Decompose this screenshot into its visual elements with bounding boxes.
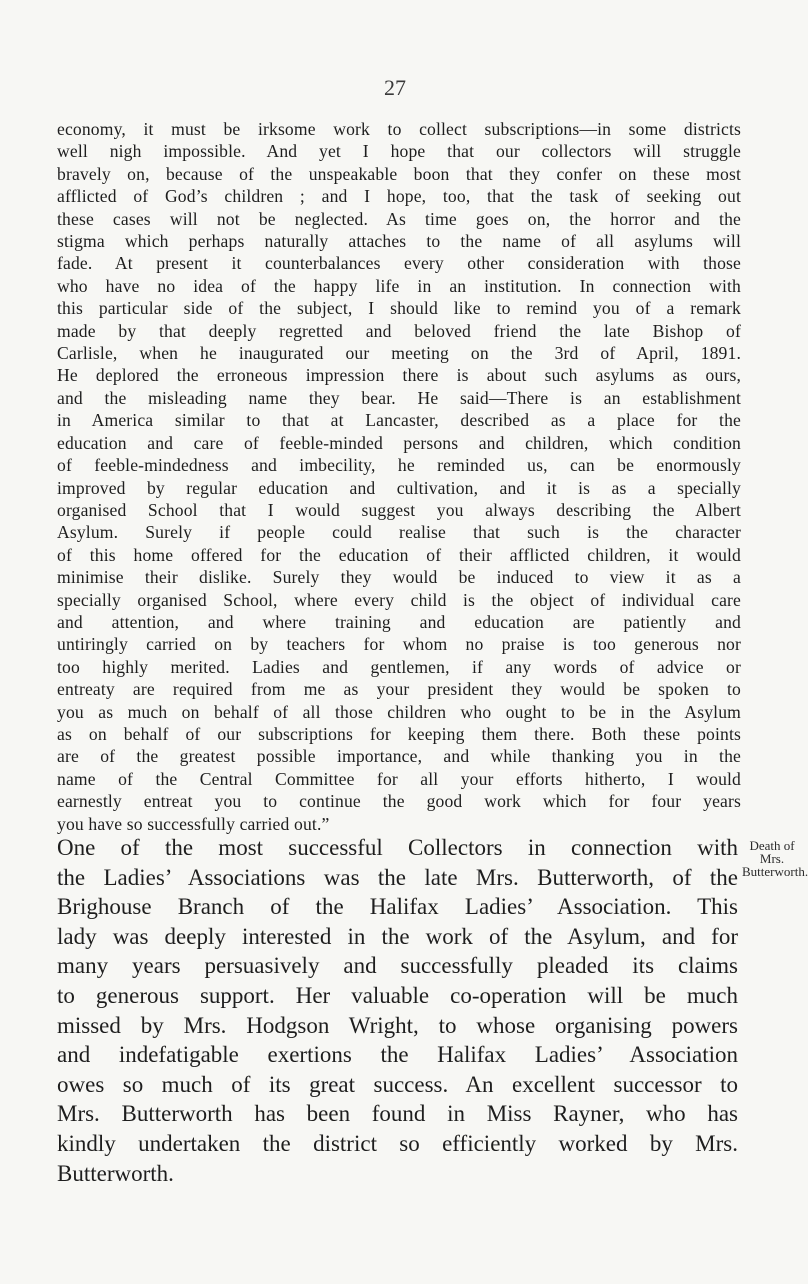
marginal-note-line: Mrs. <box>759 851 785 866</box>
quote-line: improved by regular education and cultivation, and it is as a specially <box>57 477 741 498</box>
quote-line: He deplored the erroneous impression there is about such asylums as ours, <box>57 365 741 386</box>
quote-line: and attention, and where training and education are patiently and <box>57 611 741 632</box>
quote-line: who have no idea of the happy life in an institution. In connection with <box>57 275 741 296</box>
quote-line: bravely on, because of the unspeakable boon that they confer on these most <box>57 163 741 184</box>
quote-line: made by that deeply regretted and beloved friend the late Bishop of <box>57 320 741 341</box>
quote-line: this particular side of the subject, I should like to remind you of a remark <box>57 298 741 319</box>
quote-line: earnestly entreat you to continue the good work which for four years <box>57 791 741 812</box>
quote-line: and the misleading name they bear. He said—There is an establishment <box>57 387 741 408</box>
main-paragraph <box>57 833 738 1188</box>
main-line: Butterworth. <box>57 1160 174 1186</box>
marginal-note-line: Butterworth. <box>742 864 808 879</box>
main-line: to generous support. Her valuable co-operation will be much <box>57 982 738 1008</box>
quote-line: organised School that I would suggest you always describing the Albert <box>57 499 741 520</box>
main-line: Mrs. Butterworth has been found in Miss Rayner, who has <box>57 1101 738 1127</box>
quote-line: you have so successfully carried out.” <box>57 813 330 834</box>
quote-line: minimise their dislike. Surely they would be induced to view it as a <box>57 567 741 588</box>
quote-line: specially organised School, where every child is the object of individual care <box>57 589 741 610</box>
main-line: kindly undertaken the district so efficiently worked by Mrs. <box>57 1130 738 1156</box>
quote-line: well nigh impossible. And yet I hope that our collectors will struggle <box>57 141 741 162</box>
quote-paragraph <box>57 118 741 835</box>
quote-line: economy, it must be irksome work to collect subscriptions—in some districts <box>57 119 741 139</box>
quote-line: these cases will not be neglected. As time goes on, the horror and the <box>57 208 741 229</box>
main-line: the Ladies’ Associations was the late Mrs. Butterworth, of the <box>57 864 738 890</box>
main-line: many years persuasively and successfully pleaded its claims <box>57 953 738 979</box>
main-line: Brighouse Branch of the Halifax Ladies’ Association. This <box>57 894 738 920</box>
quote-line: education and care of feeble-minded persons and children, which condition <box>57 432 741 453</box>
quote-line: afflicted of God’s children ; and I hope, too, that the task of seeking out <box>57 186 741 207</box>
quote-line: Asylum. Surely if people could realise that such is the character <box>57 522 741 543</box>
quote-line: stigma which perhaps naturally attaches to the name of all asylums will <box>57 231 741 252</box>
quote-line: Carlisle, when he inaugurated our meeting on the 3rd of April, 1891. <box>57 343 741 364</box>
quote-line: in America similar to that at Lancaster, described as a place for the <box>57 410 741 431</box>
quote-line: of this home offered for the education of their afflicted children, it would <box>57 544 741 565</box>
quote-line: are of the greatest possible importance, and while thanking you in the <box>57 746 741 767</box>
quote-line: untiringly carried on by teachers for whom no praise is too generous nor <box>57 634 741 655</box>
marginal-note-line: Death of <box>749 838 795 853</box>
quote-line: too highly merited. Ladies and gentlemen, if any words of advice or <box>57 656 741 677</box>
page-number: 27 <box>384 75 406 100</box>
quote-line: as on behalf of our subscriptions for keeping them there. Both these points <box>57 723 741 744</box>
main-line: and indefatigable exertions the Halifax Ladies’ Association <box>57 1042 738 1068</box>
marginal-note <box>742 838 808 879</box>
main-line: One of the most successful Collectors in connection with <box>57 835 738 860</box>
quote-line: fade. At present it counterbalances every other consideration with those <box>57 253 741 274</box>
main-line: lady was deeply interested in the work of the Asylum, and for <box>57 923 738 949</box>
quote-line: entreaty are required from me as your president they would be spoken to <box>57 679 741 700</box>
quote-line: of feeble-mindedness and imbecility, he reminded us, can be enormously <box>57 455 741 476</box>
quote-line: name of the Central Committee for all your efforts hitherto, I would <box>57 768 741 789</box>
main-line: owes so much of its great success. An excellent successor to <box>57 1071 738 1097</box>
main-line: missed by Mrs. Hodgson Wright, to whose organising powers <box>57 1012 738 1038</box>
quote-line: you as much on behalf of all those children who ought to be in the Asylum <box>57 701 741 722</box>
